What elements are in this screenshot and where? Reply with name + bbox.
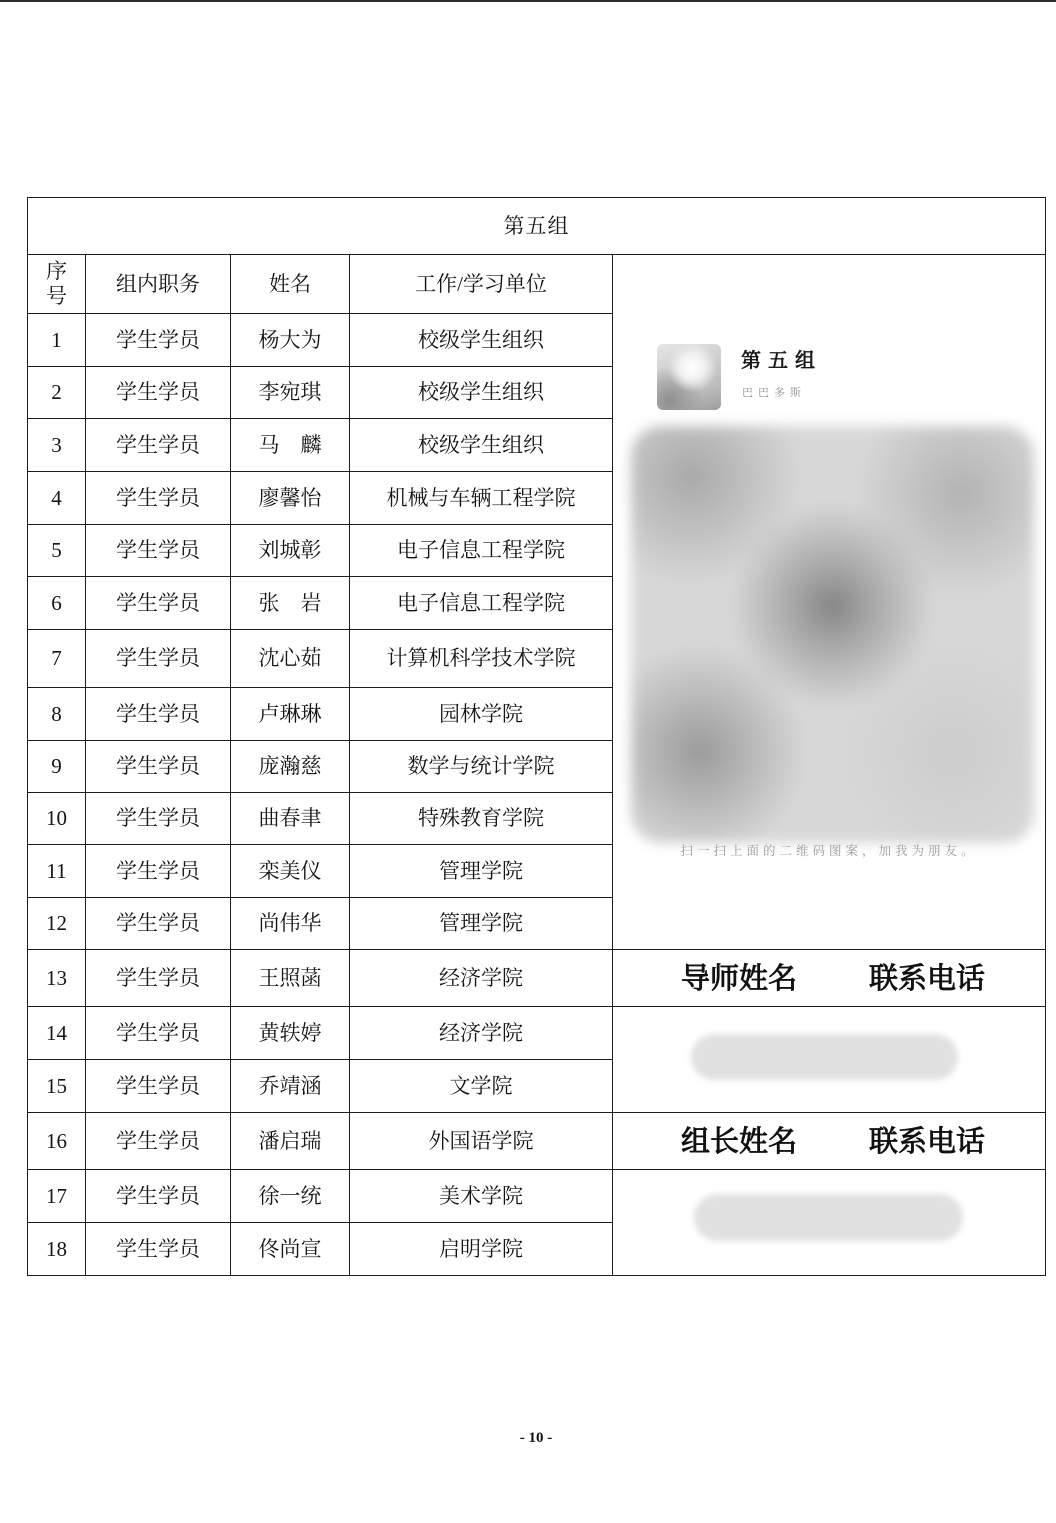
row-unit: 校级学生组织 xyxy=(350,367,613,419)
row-index: 9 xyxy=(28,741,86,793)
row-unit: 校级学生组织 xyxy=(350,419,613,472)
group-roster-table xyxy=(27,197,1046,1276)
row-name: 潘启瑞 xyxy=(231,1113,350,1170)
row-index: 13 xyxy=(28,950,86,1007)
row-name: 张 岩 xyxy=(231,577,350,630)
row-unit: 经济学院 xyxy=(350,1007,613,1060)
tutor-contact-labels xyxy=(613,960,1045,995)
table-header-row xyxy=(28,255,1046,314)
row-index: 10 xyxy=(28,793,86,845)
row-name: 刘城彰 xyxy=(231,525,350,577)
row-unit: 文学院 xyxy=(350,1060,613,1113)
roster-table-body xyxy=(28,198,1046,1276)
redacted-tutor-info xyxy=(691,1034,958,1080)
row-name: 佟尚宣 xyxy=(231,1223,350,1276)
row-name: 尚伟华 xyxy=(231,898,350,950)
row-role: 学生学员 xyxy=(86,1007,231,1060)
row-index: 6 xyxy=(28,577,86,630)
table-row xyxy=(28,1007,1046,1060)
row-role: 学生学员 xyxy=(86,419,231,472)
qr-card-cell xyxy=(613,255,1046,950)
row-unit: 美术学院 xyxy=(350,1170,613,1223)
row-index: 5 xyxy=(28,525,86,577)
row-index: 7 xyxy=(28,630,86,688)
row-name: 杨大为 xyxy=(231,314,350,367)
row-unit: 外国语学院 xyxy=(350,1113,613,1170)
row-unit: 园林学院 xyxy=(350,688,613,741)
row-role: 学生学员 xyxy=(86,630,231,688)
row-name: 栾美仪 xyxy=(231,845,350,898)
row-unit: 机械与车辆工程学院 xyxy=(350,472,613,525)
col-header-role: 组内职务 xyxy=(86,255,231,314)
row-role: 学生学员 xyxy=(86,1113,231,1170)
leader-phone-label: 联系电话 xyxy=(869,1123,986,1158)
leader-contact-box xyxy=(613,1170,1045,1274)
row-role: 学生学员 xyxy=(86,741,231,793)
table-row xyxy=(28,950,1046,1007)
row-index: 1 xyxy=(28,314,86,367)
row-unit: 特殊教育学院 xyxy=(350,793,613,845)
row-index: 14 xyxy=(28,1007,86,1060)
row-role: 学生学员 xyxy=(86,898,231,950)
row-name: 李宛琪 xyxy=(231,367,350,419)
qr-code-icon xyxy=(631,426,1034,843)
row-name: 徐一统 xyxy=(231,1170,350,1223)
row-role: 学生学员 xyxy=(86,845,231,898)
row-role: 学生学员 xyxy=(86,1060,231,1113)
row-role: 学生学员 xyxy=(86,577,231,630)
row-role: 学生学员 xyxy=(86,367,231,419)
leader-contact-labels xyxy=(613,1123,1045,1158)
row-role: 学生学员 xyxy=(86,472,231,525)
col-header-name: 姓名 xyxy=(231,255,350,314)
tutor-name-label: 导师姓名 xyxy=(681,960,798,995)
row-index: 15 xyxy=(28,1060,86,1113)
row-name: 黄轶婷 xyxy=(231,1007,350,1060)
row-name: 王照菡 xyxy=(231,950,350,1007)
row-role: 学生学员 xyxy=(86,688,231,741)
col-header-unit: 工作/学习单位 xyxy=(350,255,613,314)
row-index: 2 xyxy=(28,367,86,419)
leader-contact-header xyxy=(613,1113,1046,1170)
table-title-row xyxy=(28,198,1046,255)
row-unit: 管理学院 xyxy=(350,845,613,898)
row-name: 卢琳琳 xyxy=(231,688,350,741)
tutor-phone-label: 联系电话 xyxy=(869,960,986,995)
row-unit: 计算机科学技术学院 xyxy=(350,630,613,688)
row-name: 廖馨怡 xyxy=(231,472,350,525)
row-name: 乔靖涵 xyxy=(231,1060,350,1113)
wechat-group-qr-card xyxy=(613,255,1045,947)
group-avatar-icon xyxy=(657,344,721,410)
row-unit: 校级学生组织 xyxy=(350,314,613,367)
row-unit: 电子信息工程学院 xyxy=(350,525,613,577)
row-role: 学生学员 xyxy=(86,793,231,845)
row-unit: 管理学院 xyxy=(350,898,613,950)
row-role: 学生学员 xyxy=(86,1170,231,1223)
col-header-index xyxy=(28,255,86,314)
row-index: 12 xyxy=(28,898,86,950)
redacted-leader-info xyxy=(694,1194,963,1241)
table-row xyxy=(28,1170,1046,1223)
group-title: 第五组 xyxy=(28,198,1046,255)
row-unit: 数学与统计学院 xyxy=(350,741,613,793)
col-header-index-label: 序号 xyxy=(46,259,67,308)
row-name: 庞瀚慈 xyxy=(231,741,350,793)
scan-edge-line xyxy=(0,0,1056,2)
row-unit: 经济学院 xyxy=(350,950,613,1007)
row-name: 沈心茹 xyxy=(231,630,350,688)
row-name: 曲春聿 xyxy=(231,793,350,845)
row-role: 学生学员 xyxy=(86,314,231,367)
row-name: 马 麟 xyxy=(231,419,350,472)
row-unit: 电子信息工程学院 xyxy=(350,577,613,630)
leader-name-label: 组长姓名 xyxy=(681,1123,798,1158)
row-index: 17 xyxy=(28,1170,86,1223)
tutor-contact-cell xyxy=(613,1007,1046,1113)
row-role: 学生学员 xyxy=(86,1223,231,1276)
row-index: 8 xyxy=(28,688,86,741)
qr-card-title: 第五组 xyxy=(741,348,822,372)
row-unit: 启明学院 xyxy=(350,1223,613,1276)
row-index: 11 xyxy=(28,845,86,898)
page-number: - 10 - xyxy=(519,1430,553,1446)
qr-card-subtitle: 巴巴多斯 xyxy=(742,387,806,399)
row-role: 学生学员 xyxy=(86,950,231,1007)
tutor-contact-header xyxy=(613,950,1046,1007)
row-index: 4 xyxy=(28,472,86,525)
tutor-contact-box xyxy=(613,1007,1045,1111)
row-index: 16 xyxy=(28,1113,86,1170)
row-role: 学生学员 xyxy=(86,525,231,577)
row-index: 3 xyxy=(28,419,86,472)
leader-contact-cell xyxy=(613,1170,1046,1276)
table-row xyxy=(28,1113,1046,1170)
qr-card-caption: 扫一扫上面的二维码图案，加我为朋友。 xyxy=(680,844,978,858)
row-index: 18 xyxy=(28,1223,86,1276)
